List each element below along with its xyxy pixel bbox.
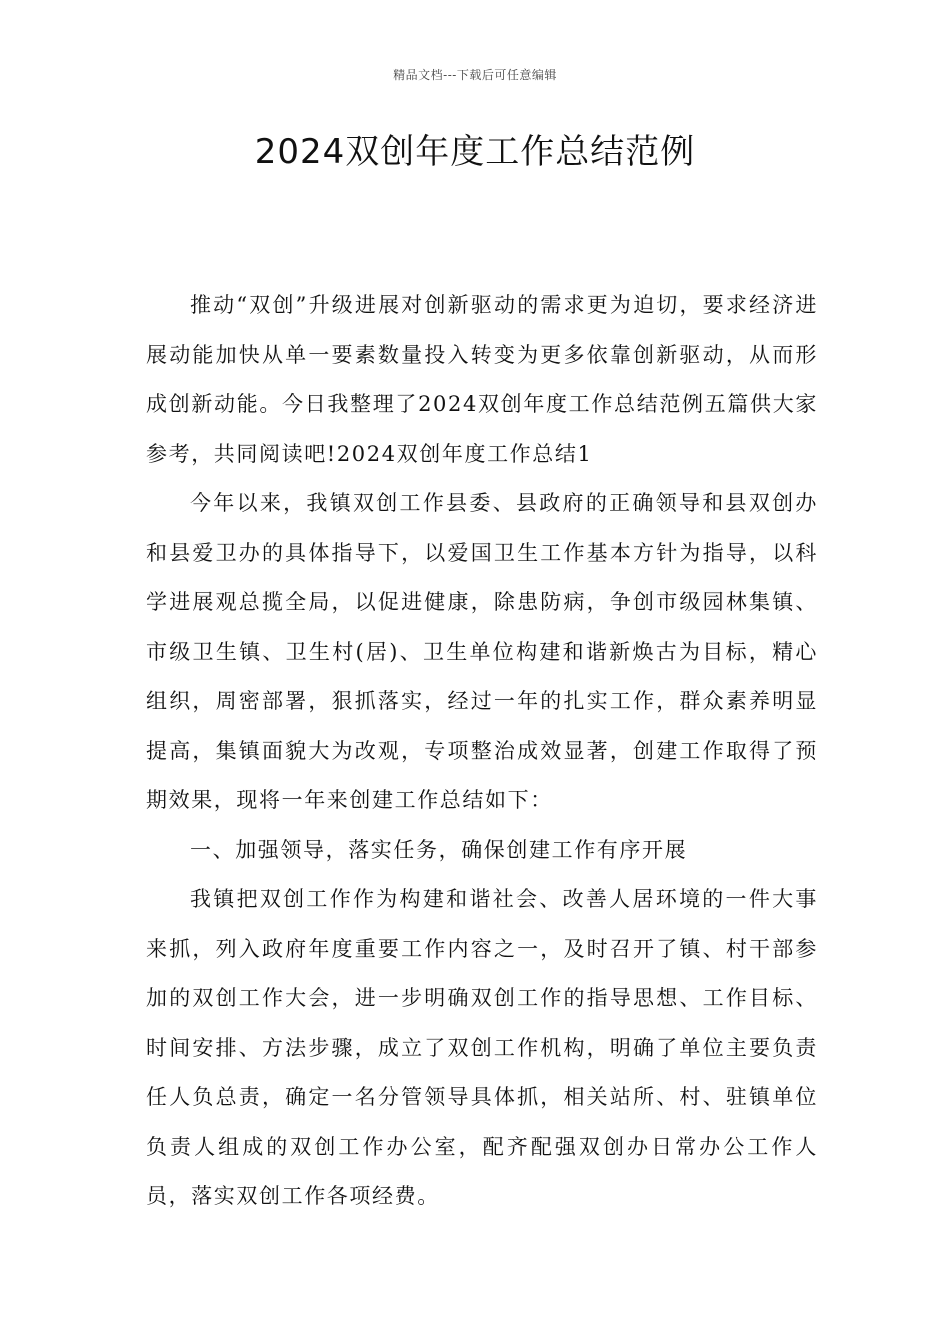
- document-body: [146, 281, 818, 1222]
- header-note: 精品文档---下载后可任意编辑: [393, 68, 557, 82]
- paragraph-section-1: 我镇把双创工作作为构建和谐社会、改善人居环境的一件大事来抓，列入政府年度重要工作内容之一，及时召开了镇、村干部参加的双创工作大会，进一步明确双创工作的指导思想、工作目标、时间安排、方法步骤，成立了双创工作机构，明确了单位主要负责任人负总责，确定一名分管领导具体抓，相关站所、村、驻镇单位负责人组成的双创工作办公室，配齐配强双创办日常办公工作人员，落实双创工作各项经费。: [146, 887, 818, 1208]
- document-title: 2024双创年度工作总结范例: [254, 132, 696, 172]
- section-heading-1: 一、加强领导，落实任务，确保创建工作有序开展: [190, 837, 688, 862]
- paragraph-overview: 今年以来，我镇双创工作县委、县政府的正确领导和县双创办和县爱卫办的具体指导下，以爱国卫生工作基本方针为指导，以科学进展观总揽全局，以促进健康，除患防病，争创市级园林集镇、市级卫生镇、卫生村(居)、卫生单位构建和谐新焕古为目标，精心组织，周密部署，狠抓落实，经过一年的扎实工作，群众素养明显提高，集镇面貌大为改观，专项整治成效显著，创建工作取得了预期效果，现将一年来创建工作总结如下：: [146, 491, 818, 812]
- paragraph-intro: 推动“双创”升级进展对创新驱动的需求更为迫切，要求经济进展动能加快从单一要素数量投入转变为更多依靠创新驱动，从而形成创新动能。今日我整理了2024双创年度工作总结范例五篇供大家参考，共同阅读吧!2024双创年度工作总结1: [146, 293, 818, 466]
